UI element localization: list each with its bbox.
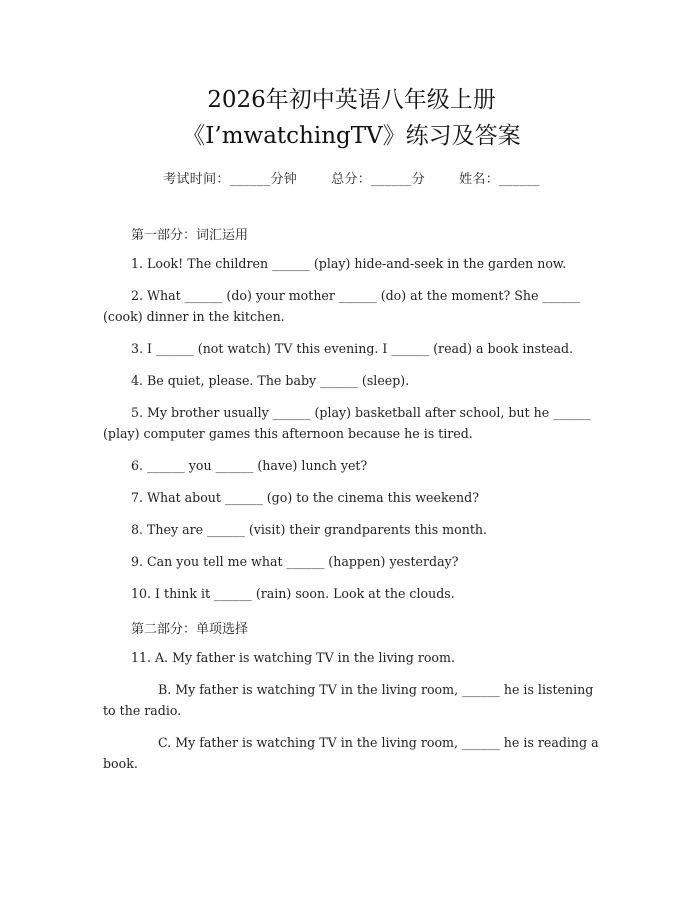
question-3: 3. I ______ (not watch) TV this evening. I ______ (read) a book instead. — [131, 341, 574, 356]
section-2-heading: 第二部分：单项选择 — [131, 622, 249, 637]
question-11-option-c: C. My father is watching TV in the living room, ______ he is reading a book. — [103, 735, 599, 771]
question-7: 7. What about ______ (go) to the cinema this weekend? — [131, 490, 479, 505]
exam-name: 姓名：______ — [459, 172, 540, 187]
question-6: 6. ______ you ______ (have) lunch yet? — [131, 458, 368, 473]
question-5: 5. My brother usually ______ (play) basketball after school, but he ______ (play) computer games this afternoon because he is tired. — [103, 405, 591, 441]
page-subtitle: 《I’mwatchingTV》练习及答案 — [182, 123, 521, 149]
page-title: 2026年初中英语八年级上册 — [207, 87, 496, 113]
question-11-option-b: B. My father is watching TV in the living room, ______ he is listening to the radio. — [103, 682, 594, 718]
section-1-heading: 第一部分：词汇运用 — [131, 228, 249, 243]
question-10: 10. I think it ______ (rain) soon. Look at the clouds. — [131, 586, 455, 601]
question-1: 1. Look! The children ______ (play) hide-and-seek in the garden now. — [131, 256, 567, 271]
question-11-option-a: 11. A. My father is watching TV in the living room. — [131, 650, 455, 665]
question-9: 9. Can you tell me what ______ (happen) yesterday? — [131, 554, 459, 569]
question-4: 4. Be quiet, please. The baby ______ (sleep). — [131, 373, 410, 388]
exam-meta — [103, 168, 600, 187]
question-2: 2. What ______ (do) your mother ______ (do) at the moment? She ______ (cook) dinner in the kitchen. — [103, 288, 581, 324]
exam-time: 考试时间：______分钟 — [163, 172, 298, 187]
exam-score: 总分：______分 — [331, 172, 426, 187]
question-8: 8. They are ______ (visit) their grandparents this month. — [131, 522, 487, 537]
